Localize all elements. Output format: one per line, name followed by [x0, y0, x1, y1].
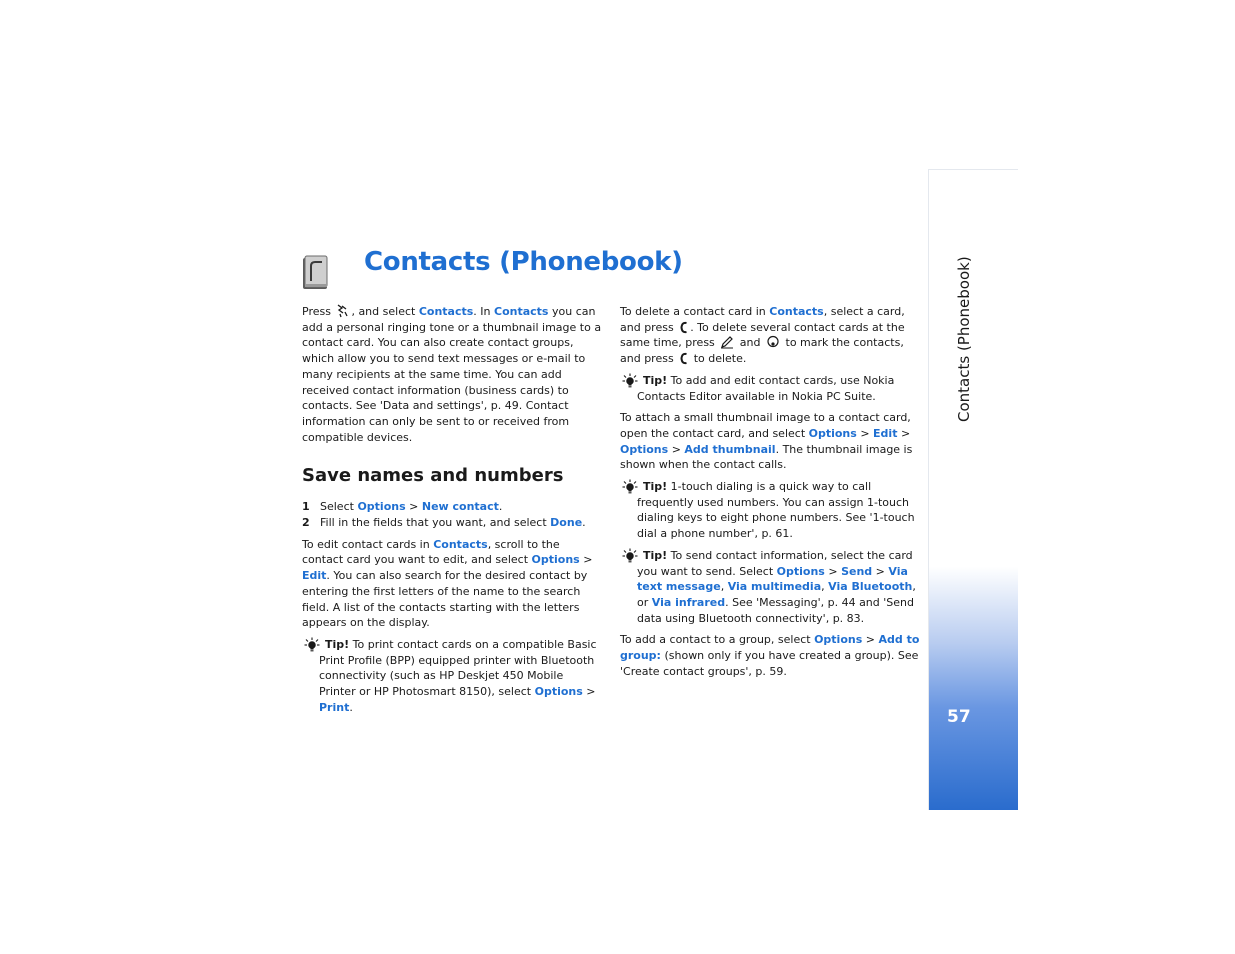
highlighted-term: Options	[620, 442, 669, 456]
highlighted-term: Contacts	[433, 537, 488, 551]
highlighted-term: Options	[531, 553, 580, 567]
intro-text-start: Press	[302, 305, 331, 318]
chapter-side-title: Contacts (Phonebook)	[955, 256, 973, 422]
highlighted-term: Via Bluetooth	[828, 580, 913, 594]
tip-lightbulb-icon	[304, 637, 320, 653]
highlighted-term: Edit	[302, 569, 327, 583]
highlighted-term: New contact	[421, 500, 499, 514]
tip-text: To send contact information, select the card you want to send. Select Options > Send > Via text message, Via multimedia, Via Bluetooth, or Via infrared. See 'Messaging', p. 44 and 'Send data using Bluetooth connectivity', p. 83.	[637, 548, 916, 625]
list-item	[302, 515, 602, 531]
tip-text: To print contact cards on a compatible Basic Print Profile (BPP) equipped printer with Bluetooth connectivity (such as HP Deskjet 450 Mobile Printer or HP Photosmart 8150), select Options > Print.	[319, 637, 597, 714]
menu-key-icon	[336, 304, 349, 318]
page-title: Contacts (Phonebook)	[364, 247, 683, 277]
left-column	[302, 304, 602, 721]
tip-label: Tip!	[643, 480, 668, 494]
step-number: 2	[302, 516, 310, 530]
highlighted-term: Contacts	[769, 305, 824, 318]
tip-text: 1-touch dialing is a quick way to call frequently used numbers. You can assign 1-touch dialing keys to eight phone numbers. See '1-touch dial a phone number', p. 61.	[637, 480, 915, 541]
tip-label: Tip!	[643, 373, 668, 387]
clear-key-icon	[679, 352, 688, 365]
highlighted-term: Send	[841, 564, 873, 578]
delete-text-2: . To delete several contact cards at the same time, press	[620, 320, 905, 350]
delete-text-3: and	[739, 336, 761, 350]
tip-lightbulb-icon	[622, 373, 638, 389]
highlighted-term: Add to group:	[620, 633, 920, 663]
page-number: 57	[947, 707, 971, 727]
clear-key-icon	[679, 321, 688, 334]
highlighted-term: Via multimedia	[727, 580, 822, 594]
section-heading: Save names and numbers	[302, 465, 564, 487]
add-to-group-paragraph: To add a contact to a group, select Options > Add to group: (shown only if you have created a group). See 'Create contact groups', p. 59.	[620, 633, 920, 678]
tip-label: Tip!	[643, 548, 668, 562]
thumbnail-paragraph: To attach a small thumbnail image to a contact card, open the contact card, and select Options > Edit > Options > Add thumbnail. The thumbnail image is shown when the contact calls.	[620, 411, 913, 472]
highlighted-term: Via text message	[637, 564, 908, 594]
tip-one-touch	[620, 479, 922, 542]
steps-list	[302, 499, 602, 530]
tip-lightbulb-icon	[622, 479, 638, 495]
intro-text: , and select Contacts. In Contacts you can add a personal ringing tone or a thumbnail image to a contact card. You can also create contact groups, which allow you to send text messages or e-mail to many recipients at the same time. You can add received contact information (business cards) to contacts. See 'Data and settings', p. 49. Contact information can only be sent to or received from compatible devices.	[302, 305, 602, 444]
joystick-key-icon	[766, 335, 780, 349]
delete-text-5: to delete.	[693, 352, 747, 366]
tip-label: Tip!	[325, 637, 350, 651]
tip-print	[302, 637, 602, 716]
step-text: Fill in the fields that you want, and select Done.	[320, 516, 586, 530]
delete-text-1: To delete a contact card in Contacts, select a card, and press	[620, 305, 905, 334]
edit-key-icon	[720, 335, 734, 349]
right-column	[620, 304, 922, 685]
highlighted-term: Done	[550, 516, 583, 530]
delete-contact-paragraph	[620, 304, 922, 367]
tip-text: To add and edit contact cards, use Nokia Contacts Editor available in Nokia PC Suite.	[637, 373, 895, 403]
intro-paragraph	[302, 304, 602, 445]
highlighted-term: Via infrared	[651, 595, 726, 609]
list-item	[302, 499, 602, 515]
highlighted-term: Options	[534, 685, 583, 699]
highlighted-term: Add thumbnail	[684, 442, 776, 456]
tip-lightbulb-icon	[622, 548, 638, 564]
highlighted-term: Print	[319, 700, 350, 714]
highlighted-term: Options	[357, 500, 406, 514]
phonebook-icon	[302, 255, 330, 291]
chapter-sidebar	[928, 169, 1018, 810]
highlighted-term: Contacts	[494, 305, 549, 318]
tip-editor	[620, 373, 922, 404]
sidebar-divider	[929, 169, 1018, 170]
highlighted-term: Options	[814, 633, 863, 647]
edit-contact-paragraph: To edit contact cards in Contacts, scroll to the contact card you want to edit, and select Options > Edit. You can also search for the desired contact by entering the first letters of the name to the search field. A list of the contacts starting with the letters appears on the display.	[302, 537, 593, 630]
delete-text-4: to mark the contacts, and press	[620, 336, 904, 366]
step-number: 1	[302, 500, 310, 514]
step-text: Select Options > New contact.	[320, 500, 503, 514]
highlighted-term: Options	[808, 426, 857, 440]
highlighted-term: Edit	[873, 426, 898, 440]
highlighted-term: Contacts	[418, 305, 474, 318]
highlighted-term: Options	[776, 564, 825, 578]
tip-send-contact	[620, 548, 922, 627]
